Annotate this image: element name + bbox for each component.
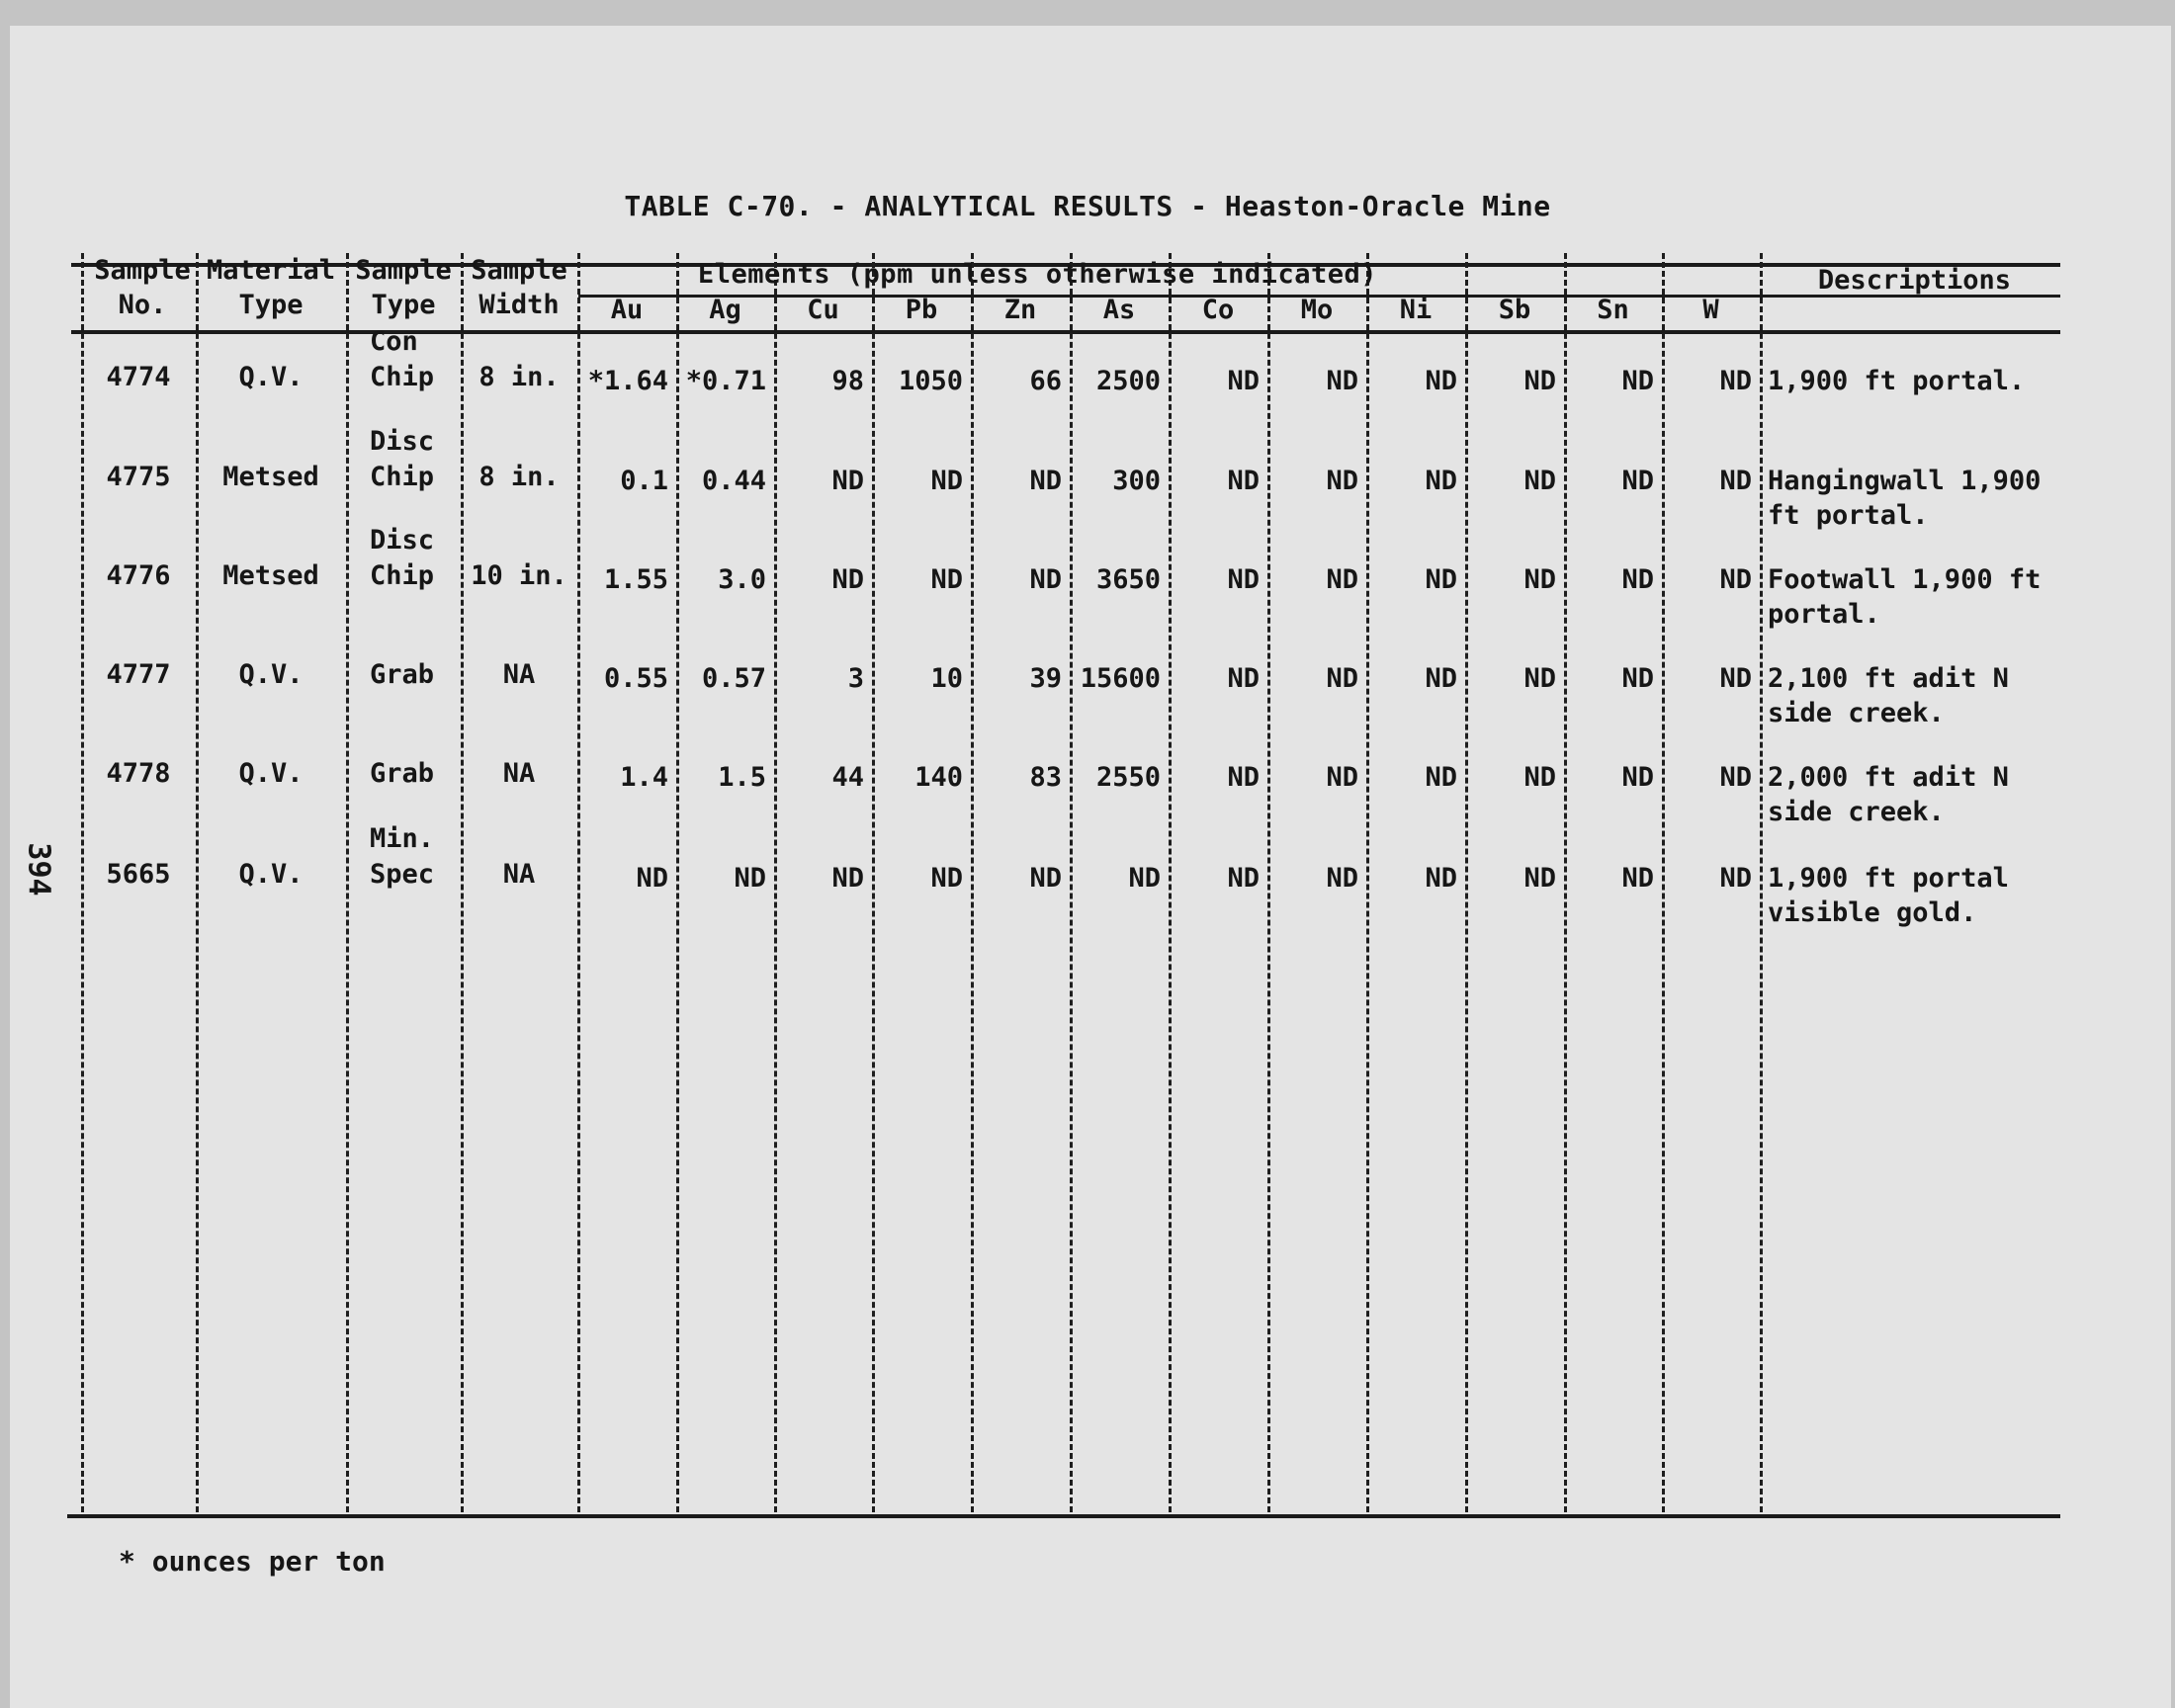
column-rule	[1662, 253, 1665, 1512]
cell-zn-value: ND	[1029, 564, 1062, 595]
cell-pb-value: ND	[930, 863, 963, 894]
cell-ag-value: ND	[734, 863, 766, 894]
cell-sample-type-line1: Con	[370, 326, 418, 357]
cell-sample-type-line1: Disc	[370, 525, 435, 555]
header-element-sb: Sb	[1498, 295, 1531, 325]
cell-sample-type-line2: Chip	[370, 362, 435, 392]
cell-material-type: Q.V.	[238, 362, 304, 392]
cell-w-value: ND	[1719, 663, 1752, 694]
cell-au-value: *1.64	[587, 366, 668, 396]
cell-sample-type-line1: Disc	[370, 426, 435, 457]
cell-cu-value: ND	[831, 863, 864, 894]
cell-sn-value: ND	[1621, 466, 1654, 496]
cell-sample-width: 10 in.	[471, 560, 567, 591]
cell-w-value: ND	[1719, 466, 1752, 496]
cell-as-value: ND	[1128, 863, 1161, 894]
cell-as-value: 3650	[1095, 564, 1161, 595]
cell-pb-value: ND	[930, 466, 963, 496]
header-element-ag: Ag	[709, 295, 741, 325]
cell-sample-type-line1: Min.	[370, 823, 435, 854]
cell-mo-value: ND	[1326, 663, 1358, 694]
cell-as-value: 15600	[1080, 663, 1161, 694]
cell-co-value: ND	[1227, 564, 1260, 595]
header-sample-no-line1: Sample	[94, 255, 191, 286]
cell-co-value: ND	[1227, 366, 1260, 396]
cell-cu-value: 98	[831, 366, 864, 396]
cell-pb-value: 1050	[898, 366, 963, 396]
column-rule	[872, 253, 875, 1512]
header-sample-width-line1: Sample	[471, 255, 567, 286]
cell-description-line: 2,100 ft adit N	[1768, 663, 2009, 694]
cell-sample-width: 8 in.	[478, 462, 560, 492]
cell-sample-no: 4778	[106, 758, 171, 789]
header-material-type	[196, 253, 346, 322]
cell-ni-value: ND	[1425, 564, 1457, 595]
cell-w-value: ND	[1719, 863, 1752, 894]
cell-description-line: side creek.	[1768, 797, 1945, 827]
cell-cu-value: 44	[831, 762, 864, 793]
cell-sample-no: 4776	[106, 560, 171, 591]
cell-ni-value: ND	[1425, 663, 1457, 694]
cell-ag-value: 0.57	[701, 663, 766, 694]
header-element-ni: Ni	[1399, 295, 1433, 325]
cell-as-value: 2500	[1095, 366, 1161, 396]
cell-material-type: Q.V.	[238, 659, 304, 690]
header-material-type-line2: Type	[238, 290, 304, 320]
cell-co-value: ND	[1227, 663, 1260, 694]
header-element-zn: Zn	[1003, 295, 1037, 325]
cell-description-line: visible gold.	[1768, 897, 1977, 928]
header-sample-no-line2: No.	[118, 290, 167, 320]
cell-sn-value: ND	[1621, 663, 1654, 694]
cell-sb-value: ND	[1523, 762, 1556, 793]
cell-ni-value: ND	[1425, 466, 1457, 496]
cell-sample-width: 8 in.	[478, 362, 560, 392]
cell-zn-value: 66	[1029, 366, 1062, 396]
cell-sample-type-line2: Chip	[370, 462, 435, 492]
cell-as-value: 2550	[1095, 762, 1161, 793]
cell-au-value: ND	[636, 863, 668, 894]
cell-zn-value: ND	[1029, 466, 1062, 496]
header-element-mo: Mo	[1300, 295, 1334, 325]
cell-au-value: 1.4	[620, 762, 668, 793]
header-element-w: W	[1702, 295, 1719, 325]
header-material-type-line1: Material	[206, 255, 336, 286]
cell-w-value: ND	[1719, 762, 1752, 793]
cell-as-value: 300	[1112, 466, 1161, 496]
cell-description-line: 1,900 ft portal.	[1768, 366, 2026, 396]
cell-ag-value: *0.71	[685, 366, 766, 396]
cell-sample-type: Grab	[370, 659, 435, 690]
cell-cu-value: ND	[831, 466, 864, 496]
cell-material-type: Metsed	[222, 560, 319, 591]
cell-description-line: Hangingwall 1,900	[1768, 466, 2042, 496]
column-rule	[774, 253, 777, 1512]
cell-cu-value: ND	[831, 564, 864, 595]
cell-zn-value: 39	[1029, 663, 1062, 694]
cell-ni-value: ND	[1425, 366, 1457, 396]
cell-sample-no: 4775	[106, 462, 171, 492]
header-sample-type-line1: Sample	[355, 255, 452, 286]
column-rule	[577, 253, 580, 1512]
cell-au-value: 1.55	[603, 564, 668, 595]
cell-sample-type: Grab	[370, 758, 435, 789]
cell-co-value: ND	[1227, 466, 1260, 496]
column-rule	[1465, 253, 1468, 1512]
cell-description-line: 2,000 ft adit N	[1768, 762, 2009, 793]
cell-ag-value: 3.0	[718, 564, 766, 595]
cell-pb-value: ND	[930, 564, 963, 595]
cell-sample-type-line2: Chip	[370, 560, 435, 591]
cell-sb-value: ND	[1523, 663, 1556, 694]
cell-mo-value: ND	[1326, 466, 1358, 496]
header-sample-type-line2: Type	[371, 290, 436, 320]
column-rule	[676, 253, 679, 1512]
cell-sample-no: 4777	[106, 659, 171, 690]
table-title: TABLE C-70. - ANALYTICAL RESULTS - Heaston-Oracle Mine	[624, 190, 1551, 222]
cell-sample-no: 4774	[106, 362, 171, 392]
cell-mo-value: ND	[1326, 762, 1358, 793]
cell-au-value: 0.1	[620, 466, 668, 496]
cell-ni-value: ND	[1425, 762, 1457, 793]
cell-material-type: Q.V.	[238, 859, 304, 890]
column-rule	[1267, 253, 1270, 1512]
column-rule	[346, 253, 349, 1512]
cell-ag-value: 1.5	[718, 762, 766, 793]
column-rule	[1070, 253, 1073, 1512]
header-element-au: Au	[610, 295, 644, 325]
cell-material-type: Metsed	[222, 462, 319, 492]
cell-zn-value: 83	[1029, 762, 1062, 793]
cell-description-line: Footwall 1,900 ft	[1768, 564, 2042, 595]
cell-sample-no: 5665	[106, 859, 171, 890]
cell-description-line: ft portal.	[1768, 500, 1929, 531]
cell-sample-width: NA	[502, 758, 536, 789]
cell-description-line: portal.	[1768, 599, 1880, 630]
cell-sn-value: ND	[1621, 366, 1654, 396]
cell-w-value: ND	[1719, 564, 1752, 595]
header-elements-group: Elements (ppm unless otherwise indicated)	[698, 259, 1377, 290]
cell-mo-value: ND	[1326, 564, 1358, 595]
header-sample-type	[346, 253, 461, 322]
footnote: * ounces per ton	[119, 1545, 386, 1578]
cell-sn-value: ND	[1621, 564, 1654, 595]
cell-description-line: side creek.	[1768, 698, 1945, 728]
header-descriptions: Descriptions	[1817, 265, 2011, 296]
cell-w-value: ND	[1719, 366, 1752, 396]
cell-ni-value: ND	[1425, 863, 1457, 894]
cell-au-value: 0.55	[603, 663, 668, 694]
column-rule	[1169, 253, 1172, 1512]
header-sample-width-line2: Width	[478, 290, 560, 320]
header-sample-width	[461, 253, 577, 322]
cell-sn-value: ND	[1621, 863, 1654, 894]
cell-description-line: 1,900 ft portal	[1768, 863, 2009, 894]
cell-pb-value: 140	[914, 762, 963, 793]
cell-sample-type-line2: Spec	[370, 859, 435, 890]
header-element-pb: Pb	[905, 295, 938, 325]
header-element-cu: Cu	[807, 295, 839, 325]
cell-cu-value: 3	[847, 663, 864, 694]
header-element-sn: Sn	[1597, 295, 1629, 325]
cell-sb-value: ND	[1523, 863, 1556, 894]
header-sample-no	[83, 253, 202, 322]
header-element-co: Co	[1201, 295, 1235, 325]
cell-ag-value: 0.44	[701, 466, 766, 496]
column-rule	[1366, 253, 1369, 1512]
page-number-margin-note: 394	[21, 842, 56, 897]
cell-zn-value: ND	[1029, 863, 1062, 894]
cell-mo-value: ND	[1326, 366, 1358, 396]
cell-sb-value: ND	[1523, 564, 1556, 595]
cell-material-type: Q.V.	[238, 758, 304, 789]
cell-pb-value: 10	[930, 663, 963, 694]
cell-sample-width: NA	[502, 859, 536, 890]
cell-sample-width: NA	[502, 659, 536, 690]
cell-sb-value: ND	[1523, 466, 1556, 496]
cell-sb-value: ND	[1523, 366, 1556, 396]
cell-co-value: ND	[1227, 762, 1260, 793]
cell-sn-value: ND	[1621, 762, 1654, 793]
column-rule	[1760, 253, 1763, 1512]
header-element-as: As	[1102, 295, 1136, 325]
table-bottom-rule	[67, 1514, 2060, 1518]
cell-mo-value: ND	[1326, 863, 1358, 894]
column-rule	[1564, 253, 1567, 1512]
column-rule	[971, 253, 974, 1512]
cell-co-value: ND	[1227, 863, 1260, 894]
